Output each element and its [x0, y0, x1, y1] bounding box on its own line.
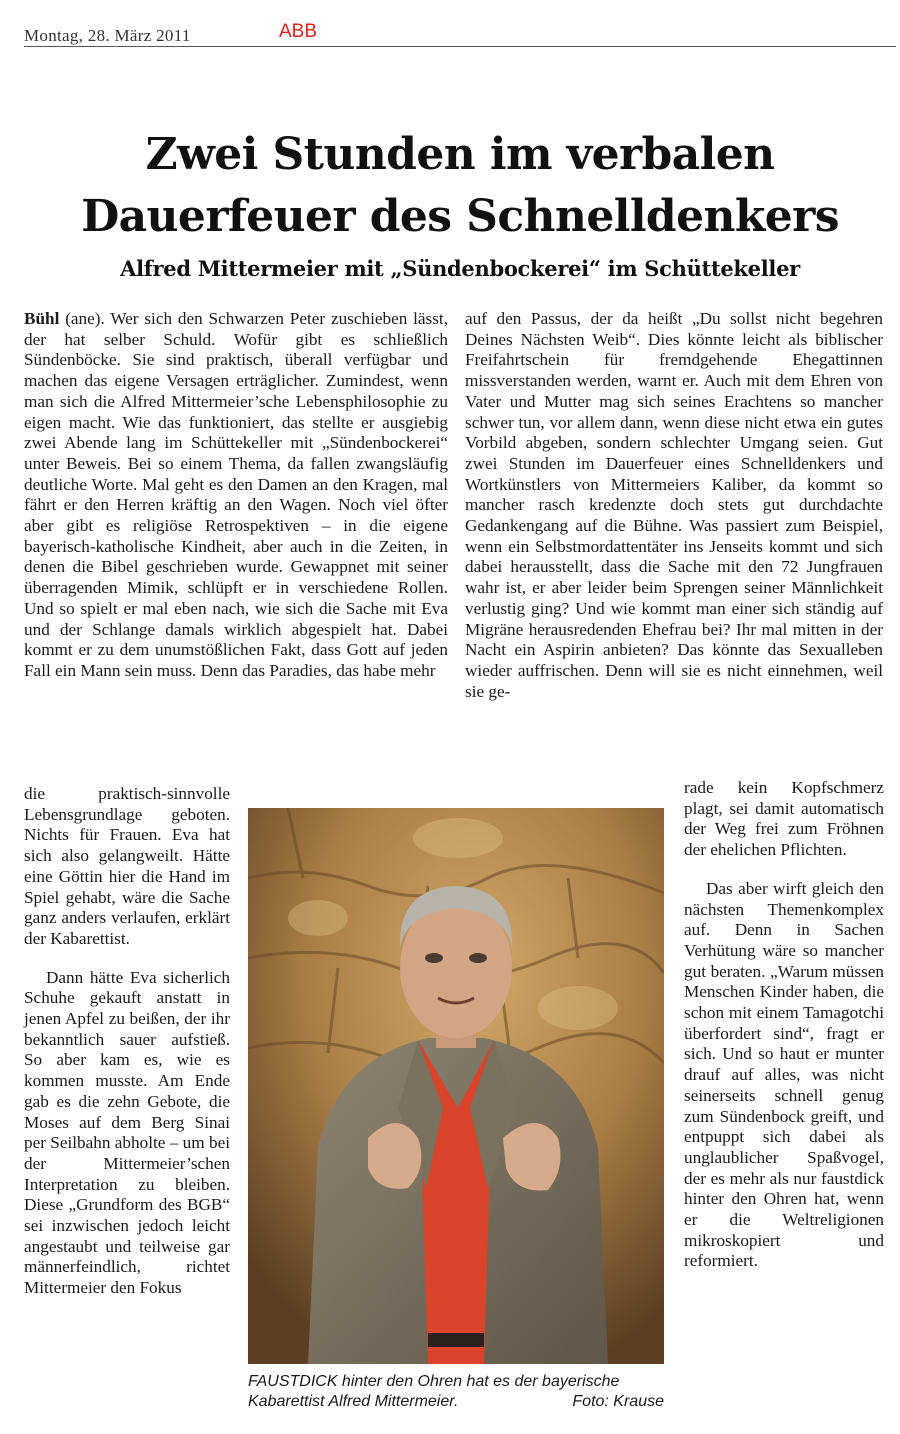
body-paragraph: Das aber wirft gleich den nächsten Themenkomplex auf. Denn in Sachen Verhütung wäre so mancher gut beraten. „Warum müssen Menschen Kinder haben, die schon mit einem Tamagotchi überfordert sind“, fragt er sich. Und so haut er munter drauf auf alles, was nicht seinerseits schnell genug zum Sündenbock greift, und entpuppt sich dabei als unglaublicher Spaßvogel, der es mehr als nur faustdick hinter den Ohren hat, wenn er die Weltreligionen mikroskopiert und reformiert. [684, 878, 884, 1271]
date-line: Montag, 28. März 2011 [24, 26, 191, 45]
body-paragraph: auf den Passus, der da heißt „Du sollst nicht begehren Deines Nächsten Weib“. Dies könnte leicht als biblischer Freifahrtschein für fremdgehende Ehegattinnen missverstanden werden, warnt er. Auch mit dem Ehren von Vater und Mutter mag sich seines Erachtens so mancher schwer tun, vor allem dann, wenn diese nicht etwa ein gutes Vorbild abgeben, sondern schlechter Umgang seien. Gut zwei Stunden im Dauerfeuer eines Schnelldenkers und Wortkünstlers von Mittermeiers Kaliber, da kommt so mancher rasch kredenzte doch stets gut durchdachte Gedankengang auf die Bühne. Was passiert zum Beispiel, wenn ein Selbstmordattentäter ins Jenseits kommt und sich dabei herausstellt, dass die Sache mit den 72 Jungfrauen wahr ist, er aber leider beim Sprengen seiner Männlichkeit verlustig ging? Und wie kommt man einer sich ständig auf Migräne herausredenden Ehefrau bei? Ihr mal mitten in der Nacht ein Aspirin anbieten? Das könnte das Sexualleben wieder auffrischen. Denn will sie es nicht einnehmen, weil sie ge- [465, 309, 883, 701]
body-paragraph: rade kein Kopfschmerz plagt, sei damit automatisch der Weg frei zum Fröhnen der ehelichen Pflichten. [684, 778, 884, 860]
headline [24, 124, 896, 248]
body-paragraph [24, 309, 448, 682]
column-1-top [24, 309, 448, 682]
subheadline: Alfred Mittermeier mit „Sündenbockerei“ im Schüttekeller [120, 256, 800, 281]
paragraph-text: (ane). Wer sich den Schwarzen Peter zuschieben lässt, der hat selber Schuld. Wofür gibt es schließlich Sündenböcke. Sie sind praktisch, überall verfügbar und machen das eigene Versagen erträglicher. Zumindest, wenn man sich die Alfred Mittermeier’sche Lebensphilosophie zu eigen macht. Wie das funktioniert, das stellte er ausgiebig zwei Abende lang im Schüttekeller mit „Sündenbockerei“ unter Beweis. Bei so einem Thema, da fallen zwangsläufig deutliche Worte. Mal geht es den Damen an den Kragen, mal fährt er den Herren kräftig an den Wagen. Noch viel öfter aber gibt es religiöse Retrospektiven – in die eigene bayerisch-katholische Kindheit, aber auch in die Zeiten, in denen die Bibel geschrieben wurde. Gewappnet mit seiner überragenden Mimik, schlüpft er in verschiedene Rollen. Und so spielt er mal eben nach, wie sich die Sache mit Eva und der Schlange damals wirklich abgespielt hat. Dabei kommt er zu dem unumstößlichen Fakt, dass Gott auf jeden Fall ein Mann sein muss. Denn das Paradies, das habe mehr [24, 309, 448, 680]
body-paragraph: Dann hätte Eva sicherlich Schuhe gekauft anstatt in jenen Apfel zu beißen, der ihr bekanntlich sauer aufstieß. So aber kam es, wie es kommen musste. Am Ende gab es die zehn Gebote, die Moses auf dem Berg Sinai per Seilbahn abholte – um bei der Mittermeier’schen Interpretation zu bleiben. Diese „Grundform des BGB“ sei inzwischen jedoch leicht angestaubt und teilweise gar männerfeindlich, richtet Mittermeier den Fokus [24, 967, 230, 1298]
caption-text: FAUSTDICK hinter den Ohren hat es der bayerische Kabarettist Alfred Mittermeier. [248, 1373, 620, 1410]
source-tag: ABB [279, 21, 318, 42]
headline-line-2: Dauerfeuer des Schnelldenkers [81, 191, 839, 242]
dateline-city: Bühl [24, 309, 60, 328]
body-paragraph: die praktisch-sinnvolle Lebensgrundlage geboten. Nichts für Frauen. Eva hat sich also gelangweilt. Hätte eine Göttin hier die Hand im Spiel gehabt, wäre die Sache ganz anders verlaufen, erklärt der Kabarettist. [24, 784, 230, 948]
column-2-bottom [684, 778, 884, 1272]
photo-credit: Foto: Krause [572, 1393, 664, 1410]
headline-line-1: Zwei Stunden im verbalen [145, 129, 775, 180]
article-photo [248, 808, 664, 1364]
column-2-top [465, 309, 883, 702]
header-rule [24, 46, 896, 47]
photo-caption [248, 1372, 664, 1412]
column-1-bottom [24, 784, 230, 1299]
